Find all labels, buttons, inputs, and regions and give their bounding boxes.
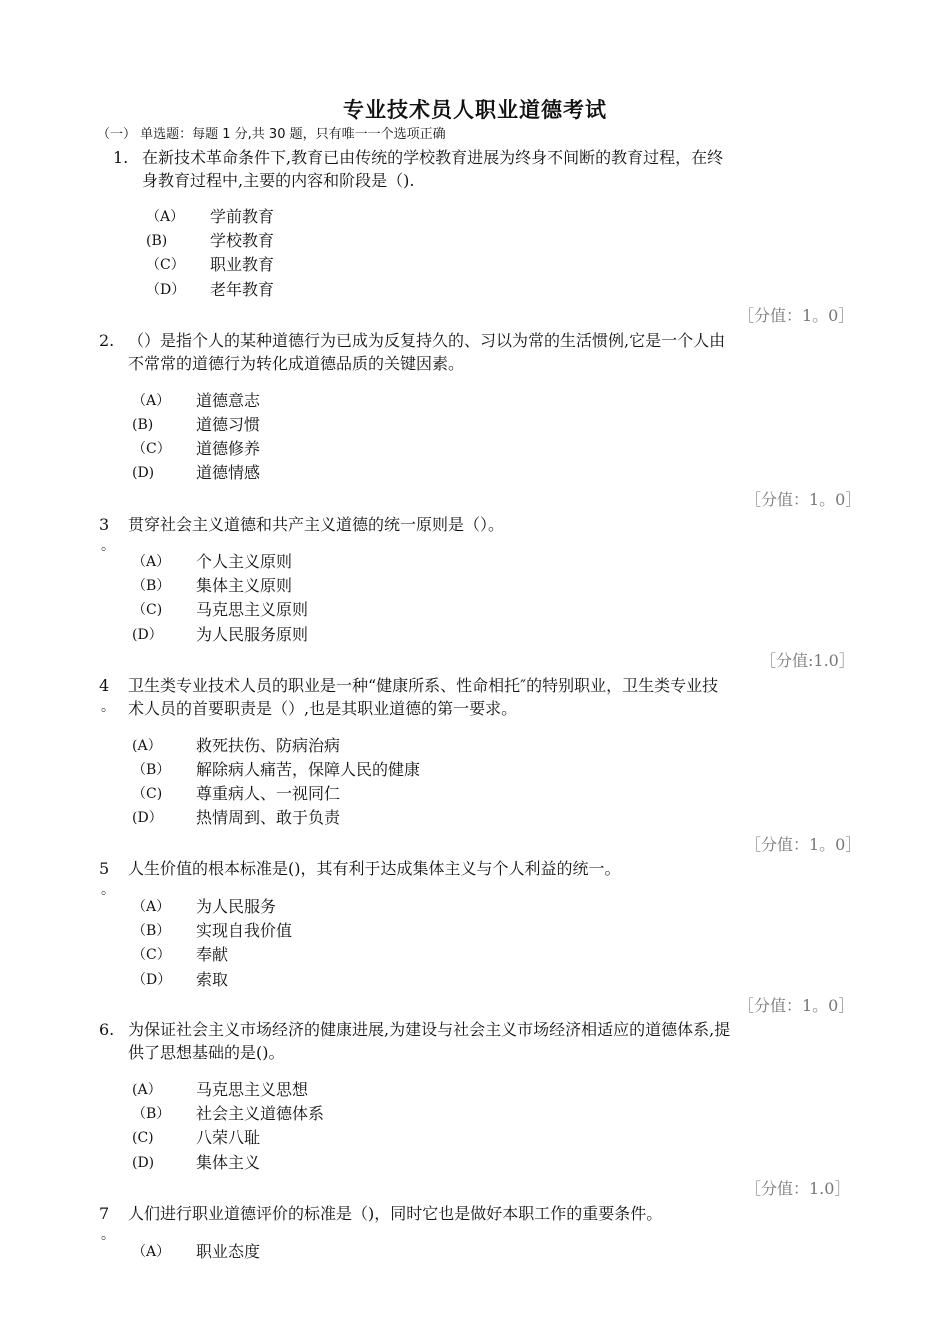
page-title: 专业技术员人职业道德考试 [343,98,607,122]
option-text: 为人民服务原则 [196,625,309,644]
question-score: ［分值:1.0］ [760,651,855,670]
option-label: （A） [132,899,171,915]
option-label: (C) [132,1130,154,1146]
option-label: （C) [132,602,163,618]
option-label: (B) [132,417,154,433]
question-text-line: 人生价值的根本标准是()，其有利于达成集体主义与个人利益的统一。 [128,859,621,878]
option-label: （D） [132,972,172,988]
option-text: 实现自我价值 [196,921,293,940]
option-label: (D) [132,465,155,481]
option-text: 职业教育 [210,255,275,274]
option-text: 道德习惯 [196,415,261,434]
option-text: 索取 [196,970,229,989]
option-label: (D） [132,810,163,826]
question-text-line: 贯穿社会主义道德和共产主义道德的统一原则是（）。 [128,515,505,534]
question-number: 6. [99,1020,115,1039]
option-text: 职业态度 [196,1242,261,1261]
option-text: 集体主义原则 [196,576,293,595]
question-text-line: 人们进行职业道德评价的标准是（)，同时它也是做好本职工作的重要条件。 [128,1204,663,1223]
question-number-dot: 。 [101,882,115,898]
option-text: 学校教育 [210,231,275,250]
question-number: 3 [99,515,110,534]
option-text: 热情周到、敢于负责 [196,808,341,827]
option-label: (B) [146,233,168,249]
option-text: 救死扶伤、防病治病 [196,736,341,755]
option-text: 学前教育 [210,207,275,226]
option-text: 马克思主义原则 [196,600,309,619]
question-number: 5 [99,859,110,878]
question-score: ［分值：1。0］ [738,996,855,1015]
question-text-line: 术人员的首要职责是（）,也是其职业道德的第一要求。 [128,699,518,718]
option-text: 尊重病人、一视同仁 [196,784,341,803]
question-number: 7 [99,1204,110,1223]
question-7 [99,1202,859,1242]
option-label: （A） [132,1244,171,1260]
option-text: 老年教育 [210,280,275,299]
question-text-line: （）是指个人的某种道德行为已成为反复持久的、习以为常的生活惯例,它是一个人由 [128,331,726,350]
option-label: （B） [132,762,171,778]
question-5 [99,857,859,897]
question-4 [99,674,859,722]
option-text: 为人民服务 [196,897,277,916]
option-label: (D） [132,627,163,643]
option-text: 解除病人痛苦，保障人民的健康 [196,760,421,779]
question-score: ［分值：1。0］ [745,835,862,854]
option-text: 道德情感 [196,463,261,482]
question-text-line: 供了思想基础的是()。 [128,1043,285,1062]
option-text: 社会主义道德体系 [196,1104,325,1123]
question-number: 1. [113,148,129,167]
question-number-dot: 。 [101,699,115,715]
option-label: （C） [132,947,171,963]
option-label: （B） [132,923,171,939]
question-6 [99,1018,859,1066]
question-number: 2. [99,331,115,350]
question-score: ［分值：1。0］ [738,306,855,325]
option-label: （C） [146,257,185,273]
option-text: 道德意志 [196,391,261,410]
question-1 [113,146,853,194]
question-number-dot: 。 [101,1227,115,1243]
question-2 [99,329,859,377]
option-label: (D) [132,1155,155,1171]
option-label: (A） [132,1082,162,1098]
option-label: （C) [132,786,163,802]
option-text: 集体主义 [196,1153,261,1172]
option-text: 道德修养 [196,439,261,458]
question-text-line: 在新技术革命条件下,教育已由传统的学校教育进展为终身不间断的教育过程，在终 [142,148,724,167]
option-text: 马克思主义思想 [196,1080,309,1099]
section-heading: （一） 单选题：每题 1 分,共 30 题，只有唯一一个选项正确 [97,127,446,142]
option-text: 个人主义原则 [196,552,293,571]
option-text: 八荣八耻 [196,1128,261,1147]
option-label: （C） [132,441,171,457]
question-text-line: 身教育过程中,主要的内容和阶段是（). [142,171,415,190]
option-label: （A） [132,554,171,570]
option-label: （B） [132,1106,171,1122]
question-score: ［分值：1。0］ [745,490,862,509]
option-label: (A） [132,738,162,754]
question-score: ［分值：1.0］ [745,1179,851,1198]
question-number: 4 [99,676,110,695]
option-label: （A） [146,209,185,225]
question-number-dot: 。 [101,538,115,554]
question-text-line: 不常常的道德行为转化成道德品质的关键因素。 [128,354,465,373]
option-text: 奉献 [196,945,229,964]
question-text-line: 卫生类专业技术人员的职业是一种“健康所系、性命相托″的特别职业，卫生类专业技 [128,676,719,695]
question-3 [99,513,859,553]
option-label: （D） [146,282,186,298]
option-label: （A） [132,393,171,409]
question-text-line: 为保证社会主义市场经济的健康进展,为建设与社会主义市场经济相适应的道德体系,提 [128,1020,731,1039]
option-label: （B） [132,578,171,594]
